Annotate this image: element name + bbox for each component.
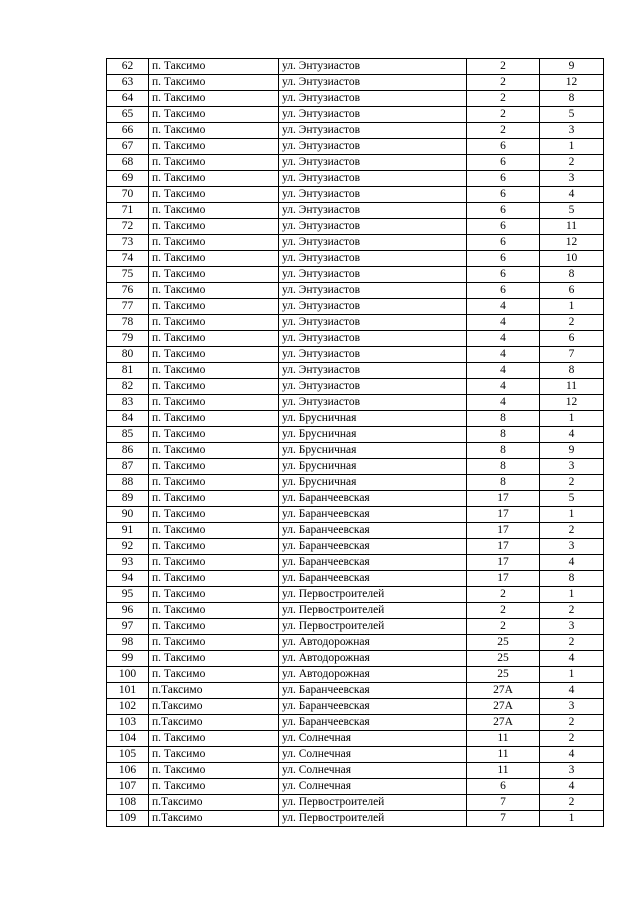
table-row	[107, 555, 604, 571]
house-cell: 6	[467, 267, 540, 283]
settlement-cell: п. Таксимо	[149, 203, 279, 219]
street-cell: ул. Первостроителей	[279, 619, 467, 635]
house-cell: 17	[467, 507, 540, 523]
street-cell: ул. Энтузиастов	[279, 123, 467, 139]
house-cell: 6	[467, 283, 540, 299]
row-number-cell: 72	[107, 219, 149, 235]
table-row	[107, 299, 604, 315]
house-cell: 4	[467, 331, 540, 347]
house-cell: 2	[467, 619, 540, 635]
house-cell: 2	[467, 587, 540, 603]
row-number-cell: 102	[107, 699, 149, 715]
house-cell: 6	[467, 235, 540, 251]
row-number-cell: 82	[107, 379, 149, 395]
apartment-cell: 8	[540, 91, 604, 107]
apartment-cell: 1	[540, 411, 604, 427]
row-number-cell: 91	[107, 523, 149, 539]
table-row	[107, 651, 604, 667]
table-row	[107, 267, 604, 283]
street-cell: ул. Первостроителей	[279, 603, 467, 619]
row-number-cell: 95	[107, 587, 149, 603]
table-row	[107, 395, 604, 411]
street-cell: ул. Энтузиастов	[279, 267, 467, 283]
table-row	[107, 715, 604, 731]
house-cell: 17	[467, 555, 540, 571]
apartment-cell: 8	[540, 571, 604, 587]
house-cell: 8	[467, 459, 540, 475]
settlement-cell: п. Таксимо	[149, 667, 279, 683]
house-cell: 2	[467, 107, 540, 123]
street-cell: ул. Первостроителей	[279, 587, 467, 603]
row-number-cell: 76	[107, 283, 149, 299]
row-number-cell: 93	[107, 555, 149, 571]
settlement-cell: п.Таксимо	[149, 811, 279, 827]
house-cell: 17	[467, 571, 540, 587]
settlement-cell: п. Таксимо	[149, 139, 279, 155]
table-row	[107, 635, 604, 651]
apartment-cell: 4	[540, 779, 604, 795]
street-cell: ул. Солнечная	[279, 779, 467, 795]
row-number-cell: 66	[107, 123, 149, 139]
settlement-cell: п. Таксимо	[149, 331, 279, 347]
row-number-cell: 108	[107, 795, 149, 811]
row-number-cell: 69	[107, 171, 149, 187]
table-row	[107, 139, 604, 155]
settlement-cell: п. Таксимо	[149, 555, 279, 571]
row-number-cell: 75	[107, 267, 149, 283]
settlement-cell: п.Таксимо	[149, 699, 279, 715]
street-cell: ул. Брусничная	[279, 411, 467, 427]
apartment-cell: 4	[540, 555, 604, 571]
apartment-cell: 8	[540, 363, 604, 379]
apartment-cell: 5	[540, 203, 604, 219]
table-row	[107, 507, 604, 523]
settlement-cell: п. Таксимо	[149, 235, 279, 251]
row-number-cell: 63	[107, 75, 149, 91]
street-cell: ул. Автодорожная	[279, 667, 467, 683]
apartment-cell: 3	[540, 459, 604, 475]
row-number-cell: 78	[107, 315, 149, 331]
table-row	[107, 91, 604, 107]
house-cell: 2	[467, 603, 540, 619]
apartment-cell: 12	[540, 75, 604, 91]
table-row	[107, 427, 604, 443]
row-number-cell: 104	[107, 731, 149, 747]
settlement-cell: п. Таксимо	[149, 491, 279, 507]
row-number-cell: 106	[107, 763, 149, 779]
house-cell: 6	[467, 139, 540, 155]
settlement-cell: п. Таксимо	[149, 107, 279, 123]
street-cell: ул. Баранчеевская	[279, 571, 467, 587]
row-number-cell: 92	[107, 539, 149, 555]
settlement-cell: п. Таксимо	[149, 747, 279, 763]
house-cell: 25	[467, 651, 540, 667]
street-cell: ул. Энтузиастов	[279, 107, 467, 123]
apartment-cell: 11	[540, 379, 604, 395]
table-row	[107, 763, 604, 779]
row-number-cell: 89	[107, 491, 149, 507]
table-row	[107, 459, 604, 475]
house-cell: 25	[467, 667, 540, 683]
settlement-cell: п. Таксимо	[149, 523, 279, 539]
house-cell: 27А	[467, 715, 540, 731]
street-cell: ул. Брусничная	[279, 475, 467, 491]
table-row	[107, 171, 604, 187]
street-cell: ул. Баранчеевская	[279, 523, 467, 539]
table-row	[107, 251, 604, 267]
apartment-cell: 1	[540, 587, 604, 603]
row-number-cell: 99	[107, 651, 149, 667]
apartment-cell: 2	[540, 315, 604, 331]
street-cell: ул. Баранчеевская	[279, 683, 467, 699]
settlement-cell: п. Таксимо	[149, 427, 279, 443]
apartment-cell: 2	[540, 795, 604, 811]
settlement-cell: п. Таксимо	[149, 779, 279, 795]
table-row	[107, 539, 604, 555]
table-row	[107, 683, 604, 699]
street-cell: ул. Энтузиастов	[279, 219, 467, 235]
apartment-cell: 2	[540, 635, 604, 651]
apartment-cell: 4	[540, 651, 604, 667]
street-cell: ул. Баранчеевская	[279, 715, 467, 731]
table-row	[107, 443, 604, 459]
apartment-cell: 2	[540, 603, 604, 619]
settlement-cell: п. Таксимо	[149, 395, 279, 411]
house-cell: 2	[467, 123, 540, 139]
row-number-cell: 74	[107, 251, 149, 267]
street-cell: ул. Энтузиастов	[279, 75, 467, 91]
settlement-cell: п. Таксимо	[149, 91, 279, 107]
apartment-cell: 1	[540, 811, 604, 827]
settlement-cell: п. Таксимо	[149, 315, 279, 331]
house-cell: 11	[467, 731, 540, 747]
apartment-cell: 4	[540, 683, 604, 699]
house-cell: 7	[467, 811, 540, 827]
settlement-cell: п. Таксимо	[149, 763, 279, 779]
street-cell: ул. Энтузиастов	[279, 59, 467, 75]
street-cell: ул. Энтузиастов	[279, 395, 467, 411]
table-row	[107, 203, 604, 219]
table-row	[107, 283, 604, 299]
settlement-cell: п. Таксимо	[149, 75, 279, 91]
row-number-cell: 98	[107, 635, 149, 651]
apartment-cell: 1	[540, 299, 604, 315]
table-row	[107, 379, 604, 395]
apartment-cell: 5	[540, 491, 604, 507]
row-number-cell: 65	[107, 107, 149, 123]
row-number-cell: 105	[107, 747, 149, 763]
row-number-cell: 86	[107, 443, 149, 459]
street-cell: ул. Энтузиастов	[279, 91, 467, 107]
row-number-cell: 94	[107, 571, 149, 587]
table-row	[107, 475, 604, 491]
street-cell: ул. Энтузиастов	[279, 347, 467, 363]
table-row	[107, 587, 604, 603]
row-number-cell: 64	[107, 91, 149, 107]
apartment-cell: 3	[540, 763, 604, 779]
row-number-cell: 83	[107, 395, 149, 411]
table-row	[107, 155, 604, 171]
house-cell: 7	[467, 795, 540, 811]
settlement-cell: п. Таксимо	[149, 363, 279, 379]
table-row	[107, 219, 604, 235]
settlement-cell: п. Таксимо	[149, 283, 279, 299]
apartment-cell: 8	[540, 267, 604, 283]
street-cell: ул. Энтузиастов	[279, 171, 467, 187]
street-cell: ул. Энтузиастов	[279, 283, 467, 299]
house-cell: 11	[467, 747, 540, 763]
house-cell: 6	[467, 779, 540, 795]
row-number-cell: 85	[107, 427, 149, 443]
apartment-cell: 4	[540, 427, 604, 443]
table-row	[107, 747, 604, 763]
apartment-cell: 9	[540, 443, 604, 459]
house-cell: 4	[467, 315, 540, 331]
settlement-cell: п. Таксимо	[149, 635, 279, 651]
table-row	[107, 523, 604, 539]
row-number-cell: 79	[107, 331, 149, 347]
house-cell: 27А	[467, 699, 540, 715]
house-cell: 6	[467, 219, 540, 235]
settlement-cell: п. Таксимо	[149, 587, 279, 603]
table-row	[107, 331, 604, 347]
row-number-cell: 100	[107, 667, 149, 683]
street-cell: ул. Энтузиастов	[279, 363, 467, 379]
row-number-cell: 71	[107, 203, 149, 219]
street-cell: ул. Солнечная	[279, 731, 467, 747]
street-cell: ул. Автодорожная	[279, 651, 467, 667]
table-row	[107, 75, 604, 91]
street-cell: ул. Солнечная	[279, 747, 467, 763]
settlement-cell: п. Таксимо	[149, 411, 279, 427]
house-cell: 2	[467, 91, 540, 107]
house-cell: 2	[467, 59, 540, 75]
row-number-cell: 87	[107, 459, 149, 475]
apartment-cell: 3	[540, 619, 604, 635]
table-row	[107, 411, 604, 427]
settlement-cell: п. Таксимо	[149, 619, 279, 635]
settlement-cell: п. Таксимо	[149, 347, 279, 363]
street-cell: ул. Энтузиастов	[279, 187, 467, 203]
street-cell: ул. Первостроителей	[279, 795, 467, 811]
address-table	[106, 58, 604, 827]
street-cell: ул. Солнечная	[279, 763, 467, 779]
settlement-cell: п. Таксимо	[149, 299, 279, 315]
street-cell: ул. Брусничная	[279, 427, 467, 443]
row-number-cell: 103	[107, 715, 149, 731]
apartment-cell: 12	[540, 395, 604, 411]
table-row	[107, 235, 604, 251]
table-row	[107, 491, 604, 507]
house-cell: 17	[467, 491, 540, 507]
row-number-cell: 73	[107, 235, 149, 251]
row-number-cell: 80	[107, 347, 149, 363]
table-row	[107, 699, 604, 715]
settlement-cell: п. Таксимо	[149, 123, 279, 139]
row-number-cell: 88	[107, 475, 149, 491]
apartment-cell: 9	[540, 59, 604, 75]
row-number-cell: 68	[107, 155, 149, 171]
house-cell: 6	[467, 171, 540, 187]
street-cell: ул. Баранчеевская	[279, 699, 467, 715]
street-cell: ул. Энтузиастов	[279, 203, 467, 219]
street-cell: ул. Энтузиастов	[279, 235, 467, 251]
settlement-cell: п. Таксимо	[149, 267, 279, 283]
settlement-cell: п. Таксимо	[149, 603, 279, 619]
apartment-cell: 11	[540, 219, 604, 235]
house-cell: 17	[467, 539, 540, 555]
apartment-cell: 1	[540, 507, 604, 523]
settlement-cell: п. Таксимо	[149, 443, 279, 459]
street-cell: ул. Баранчеевская	[279, 491, 467, 507]
apartment-cell: 6	[540, 331, 604, 347]
apartment-cell: 2	[540, 155, 604, 171]
apartment-cell: 2	[540, 731, 604, 747]
table-row	[107, 795, 604, 811]
apartment-cell: 4	[540, 747, 604, 763]
house-cell: 4	[467, 299, 540, 315]
house-cell: 11	[467, 763, 540, 779]
apartment-cell: 3	[540, 699, 604, 715]
settlement-cell: п. Таксимо	[149, 171, 279, 187]
house-cell: 4	[467, 363, 540, 379]
street-cell: ул. Энтузиастов	[279, 315, 467, 331]
house-cell: 25	[467, 635, 540, 651]
table-row	[107, 123, 604, 139]
house-cell: 8	[467, 443, 540, 459]
house-cell: 2	[467, 75, 540, 91]
row-number-cell: 62	[107, 59, 149, 75]
row-number-cell: 97	[107, 619, 149, 635]
row-number-cell: 81	[107, 363, 149, 379]
apartment-cell: 7	[540, 347, 604, 363]
apartment-cell: 3	[540, 123, 604, 139]
table-row	[107, 347, 604, 363]
table-row	[107, 619, 604, 635]
house-cell: 4	[467, 347, 540, 363]
street-cell: ул. Первостроителей	[279, 811, 467, 827]
street-cell: ул. Автодорожная	[279, 635, 467, 651]
settlement-cell: п.Таксимо	[149, 795, 279, 811]
street-cell: ул. Энтузиастов	[279, 139, 467, 155]
table-row	[107, 571, 604, 587]
street-cell: ул. Энтузиастов	[279, 331, 467, 347]
table-row	[107, 731, 604, 747]
house-cell: 8	[467, 475, 540, 491]
street-cell: ул. Баранчеевская	[279, 539, 467, 555]
table-row	[107, 315, 604, 331]
house-cell: 6	[467, 251, 540, 267]
table-row	[107, 363, 604, 379]
street-cell: ул. Энтузиастов	[279, 155, 467, 171]
house-cell: 17	[467, 523, 540, 539]
apartment-cell: 3	[540, 171, 604, 187]
table-body	[107, 59, 604, 827]
house-cell: 4	[467, 395, 540, 411]
house-cell: 6	[467, 187, 540, 203]
street-cell: ул. Баранчеевская	[279, 507, 467, 523]
house-cell: 6	[467, 203, 540, 219]
settlement-cell: п. Таксимо	[149, 475, 279, 491]
row-number-cell: 109	[107, 811, 149, 827]
settlement-cell: п. Таксимо	[149, 651, 279, 667]
settlement-cell: п. Таксимо	[149, 539, 279, 555]
apartment-cell: 1	[540, 139, 604, 155]
table-row	[107, 187, 604, 203]
table-row	[107, 811, 604, 827]
settlement-cell: п.Таксимо	[149, 683, 279, 699]
street-cell: ул. Баранчеевская	[279, 555, 467, 571]
settlement-cell: п. Таксимо	[149, 731, 279, 747]
apartment-cell: 5	[540, 107, 604, 123]
settlement-cell: п. Таксимо	[149, 379, 279, 395]
table-row	[107, 603, 604, 619]
apartment-cell: 1	[540, 667, 604, 683]
row-number-cell: 84	[107, 411, 149, 427]
house-cell: 27А	[467, 683, 540, 699]
table-row	[107, 107, 604, 123]
apartment-cell: 10	[540, 251, 604, 267]
table-row	[107, 59, 604, 75]
house-cell: 8	[467, 427, 540, 443]
apartment-cell: 3	[540, 539, 604, 555]
settlement-cell: п. Таксимо	[149, 219, 279, 235]
apartment-cell: 2	[540, 475, 604, 491]
street-cell: ул. Брусничная	[279, 443, 467, 459]
apartment-cell: 4	[540, 187, 604, 203]
row-number-cell: 96	[107, 603, 149, 619]
row-number-cell: 70	[107, 187, 149, 203]
settlement-cell: п. Таксимо	[149, 155, 279, 171]
settlement-cell: п. Таксимо	[149, 507, 279, 523]
row-number-cell: 67	[107, 139, 149, 155]
apartment-cell: 2	[540, 523, 604, 539]
apartment-cell: 2	[540, 715, 604, 731]
row-number-cell: 77	[107, 299, 149, 315]
table-row	[107, 667, 604, 683]
house-cell: 4	[467, 379, 540, 395]
row-number-cell: 90	[107, 507, 149, 523]
house-cell: 6	[467, 155, 540, 171]
street-cell: ул. Энтузиастов	[279, 251, 467, 267]
table-row	[107, 779, 604, 795]
street-cell: ул. Брусничная	[279, 459, 467, 475]
apartment-cell: 6	[540, 283, 604, 299]
row-number-cell: 101	[107, 683, 149, 699]
settlement-cell: п. Таксимо	[149, 187, 279, 203]
house-cell: 8	[467, 411, 540, 427]
settlement-cell: п. Таксимо	[149, 459, 279, 475]
street-cell: ул. Энтузиастов	[279, 379, 467, 395]
settlement-cell: п. Таксимо	[149, 59, 279, 75]
street-cell: ул. Энтузиастов	[279, 299, 467, 315]
row-number-cell: 107	[107, 779, 149, 795]
apartment-cell: 12	[540, 235, 604, 251]
settlement-cell: п.Таксимо	[149, 715, 279, 731]
settlement-cell: п. Таксимо	[149, 571, 279, 587]
settlement-cell: п. Таксимо	[149, 251, 279, 267]
